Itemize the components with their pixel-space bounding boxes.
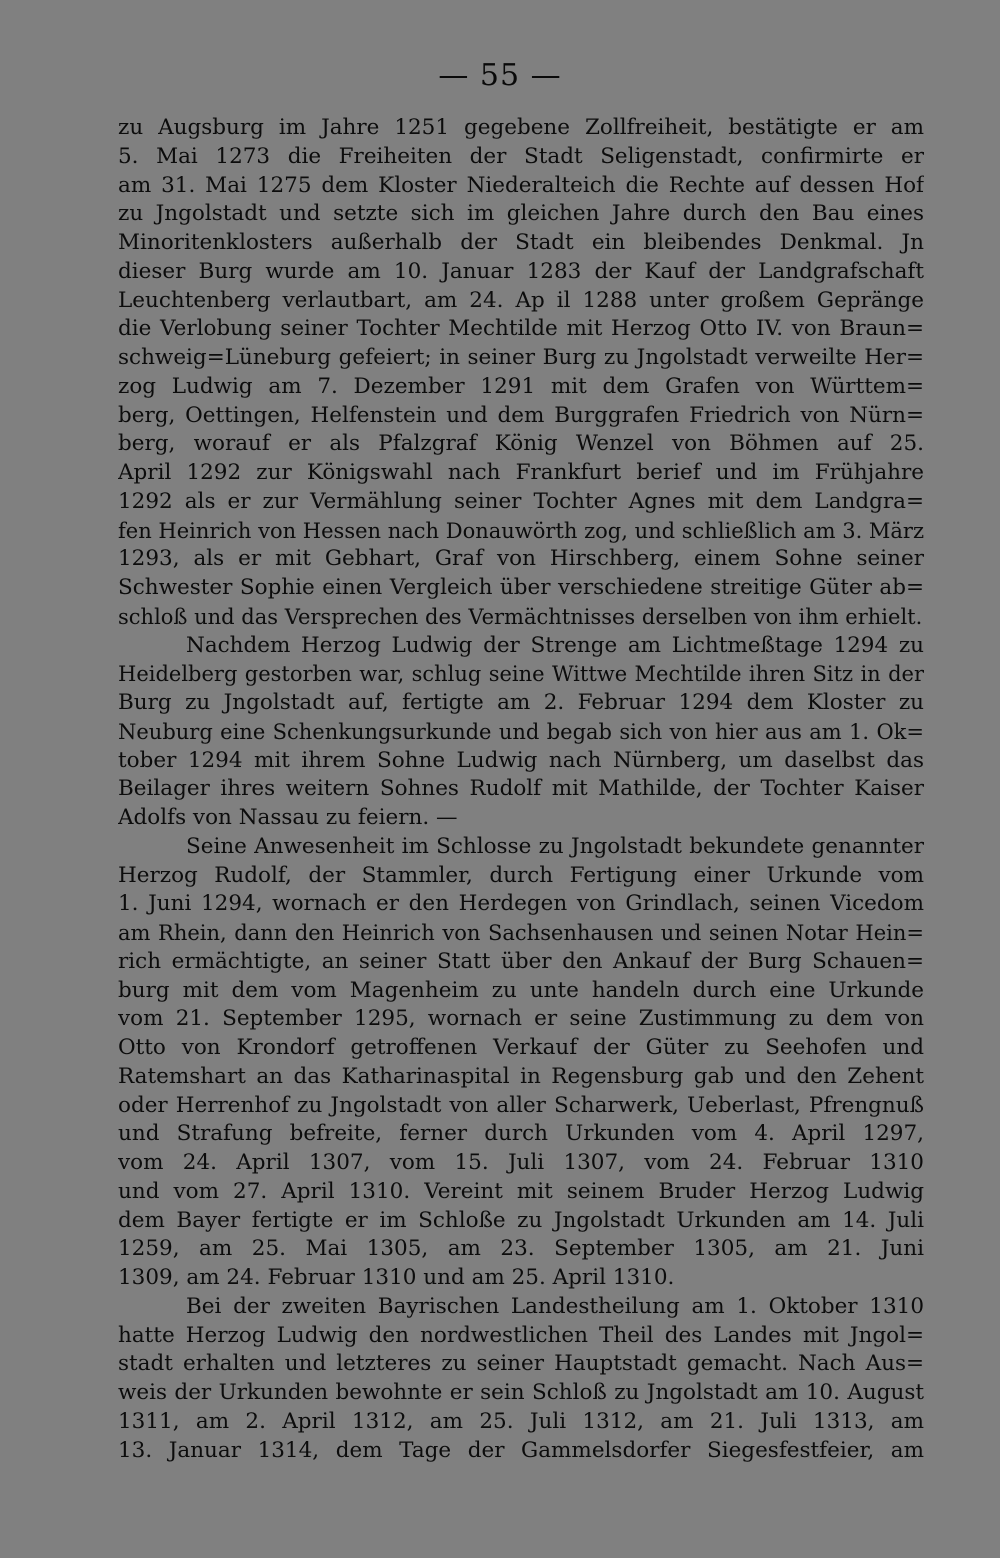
text-line: 1292 als er zur Vermählung seiner Tochter Agnes mit dem Landgra= xyxy=(118,488,924,514)
text-line: Schwester Sophie einen Vergleich über verschiedene streitige Güter ab= xyxy=(118,575,924,600)
text-line: Neuburg eine Schenkungsurkunde und begab sich von hier aus am 1. Ok= xyxy=(118,719,924,744)
text-line: schloß und das Versprechen des Vermächtnisses derselben von ihm erhielt. xyxy=(118,604,923,629)
text-line: 5. Mai 1273 die Freiheiten der Stadt Seligenstadt, confirmirte er xyxy=(118,143,924,169)
text-line: und vom 27. April 1310. Vereint mit seinem Bruder Herzog Ludwig xyxy=(118,1178,924,1204)
text-line: Burg zu Jngolstadt auf, fertigte am 2. Februar 1294 dem Kloster zu xyxy=(118,690,924,715)
text-line: am Rhein, dann den Heinrich von Sachsenhausen und seinen Notar Hein= xyxy=(118,921,924,945)
text-line: berg, worauf er als Pfalzgraf König Wenzel von Böhmen auf 25. xyxy=(118,431,924,457)
text-line: hatte Herzog Ludwig den nordwestlichen Theil des Landes mit Jngol= xyxy=(118,1322,924,1348)
text-line: Bei der zweiten Bayrischen Landestheilung am 1. Oktober 1310 xyxy=(186,1293,924,1319)
page-number: — 55 — xyxy=(438,58,562,93)
text-line: zu Augsburg im Jahre 1251 gegebene Zollfreiheit, bestätigte er am xyxy=(118,115,924,140)
text-line: Minoritenklosters außerhalb der Stadt ein bleibendes Denkmal. Jn xyxy=(118,230,924,255)
text-line: Leuchtenberg verlautbart, am 24. Ap il 1288 unter großem Gepränge xyxy=(118,287,924,313)
text-line: Seine Anwesenheit im Schlosse zu Jngolstadt bekundete genannter xyxy=(186,833,924,859)
text-line: schweig=Lüneburg gefeiert; in seiner Burg zu Jngolstadt verweilte Her= xyxy=(118,345,924,370)
text-line: dieser Burg wurde am 10. Januar 1283 der Kauf der Landgrafschaft xyxy=(118,258,924,284)
text-line: Otto von Krondorf getroffenen Verkauf der Güter zu Seehofen und xyxy=(118,1035,924,1060)
text-line: die Verlobung seiner Tochter Mechtilde mit Herzog Otto IV. von Braun= xyxy=(118,316,924,342)
body-text xyxy=(118,114,924,1465)
text-line: zu Jngolstadt und setzte sich im gleichen Jahre durch den Bau eines xyxy=(118,201,924,227)
text-line: rich ermächtigte, an seiner Statt über den Ankauf der Burg Schauen= xyxy=(118,948,924,974)
text-line: dem Bayer fertigte er im Schloße zu Jngolstadt Urkunden am 14. Juli xyxy=(118,1207,924,1233)
text-line: weis der Urkunden bewohnte er sein Schloß zu Jngolstadt am 10. August xyxy=(118,1380,924,1405)
text-line: 13. Januar 1314, dem Tage der Gammelsdorfer Siegesfestfeier, am xyxy=(118,1437,924,1463)
text-line: zog Ludwig am 7. Dezember 1291 mit dem Grafen von Württem= xyxy=(118,373,924,399)
text-line: berg, Oettingen, Helfenstein und dem Burggrafen Friedrich von Nürn= xyxy=(118,402,924,428)
text-line: 1309, am 24. Februar 1310 und am 25. April 1310. xyxy=(118,1265,675,1290)
text-line: stadt erhalten und letzteres zu seiner Hauptstadt gemacht. Nach Aus= xyxy=(118,1351,924,1377)
text-line: vom 21. September 1295, wornach er seine Zustimmung zu dem von xyxy=(118,1006,924,1032)
text-line: oder Herrenhof zu Jngolstadt von aller Scharwerk, Ueberlast, Pfrengnuß xyxy=(118,1092,924,1118)
text-line: fen Heinrich von Hessen nach Donauwörth zog, und schließlich am 3. März xyxy=(118,518,924,543)
text-line: Beilager ihres weitern Sohnes Rudolf mit Mathilde, der Tochter Kaiser xyxy=(118,776,924,802)
text-line: Adolfs von Nassau zu feiern. — xyxy=(118,805,458,830)
text-line: Nachdem Herzog Ludwig der Strenge am Lichtmeßtage 1294 zu xyxy=(186,632,924,658)
text-line: Heidelberg gestorben war, schlug seine Wittwe Mechtilde ihren Sitz in der xyxy=(118,662,924,687)
text-line: Herzog Rudolf, der Stammler, durch Fertigung einer Urkunde vom xyxy=(118,862,924,888)
text-line: 1. Juni 1294, wornach er den Herdegen von Grindlach, seinen Vicedom xyxy=(118,891,924,917)
text-line: tober 1294 mit ihrem Sohne Ludwig nach Nürnberg, um daselbst das xyxy=(118,747,924,773)
text-line: 1311, am 2. April 1312, am 25. Juli 1312, am 21. Juli 1313, am xyxy=(118,1408,924,1434)
text-line: April 1292 zur Königswahl nach Frankfurt berief und im Frühjahre xyxy=(118,460,924,485)
text-line: burg mit dem vom Magenheim zu unte handeln durch eine Urkunde xyxy=(118,977,924,1003)
text-line: und Strafung befreite, ferner durch Urkunden vom 4. April 1297, xyxy=(118,1121,924,1147)
text-line: Ratemshart an das Katharinaspital in Regensburg gab und den Zehent xyxy=(118,1063,924,1089)
text-line: vom 24. April 1307, vom 15. Juli 1307, vom 24. Februar 1310 xyxy=(118,1150,924,1175)
text-line: am 31. Mai 1275 dem Kloster Niederalteich die Rechte auf dessen Hof xyxy=(118,172,924,198)
text-line: 1259, am 25. Mai 1305, am 23. September 1305, am 21. Juni xyxy=(118,1236,924,1262)
text-line: 1293, als er mit Gebhart, Graf von Hirschberg, einem Sohne seiner xyxy=(118,546,924,572)
